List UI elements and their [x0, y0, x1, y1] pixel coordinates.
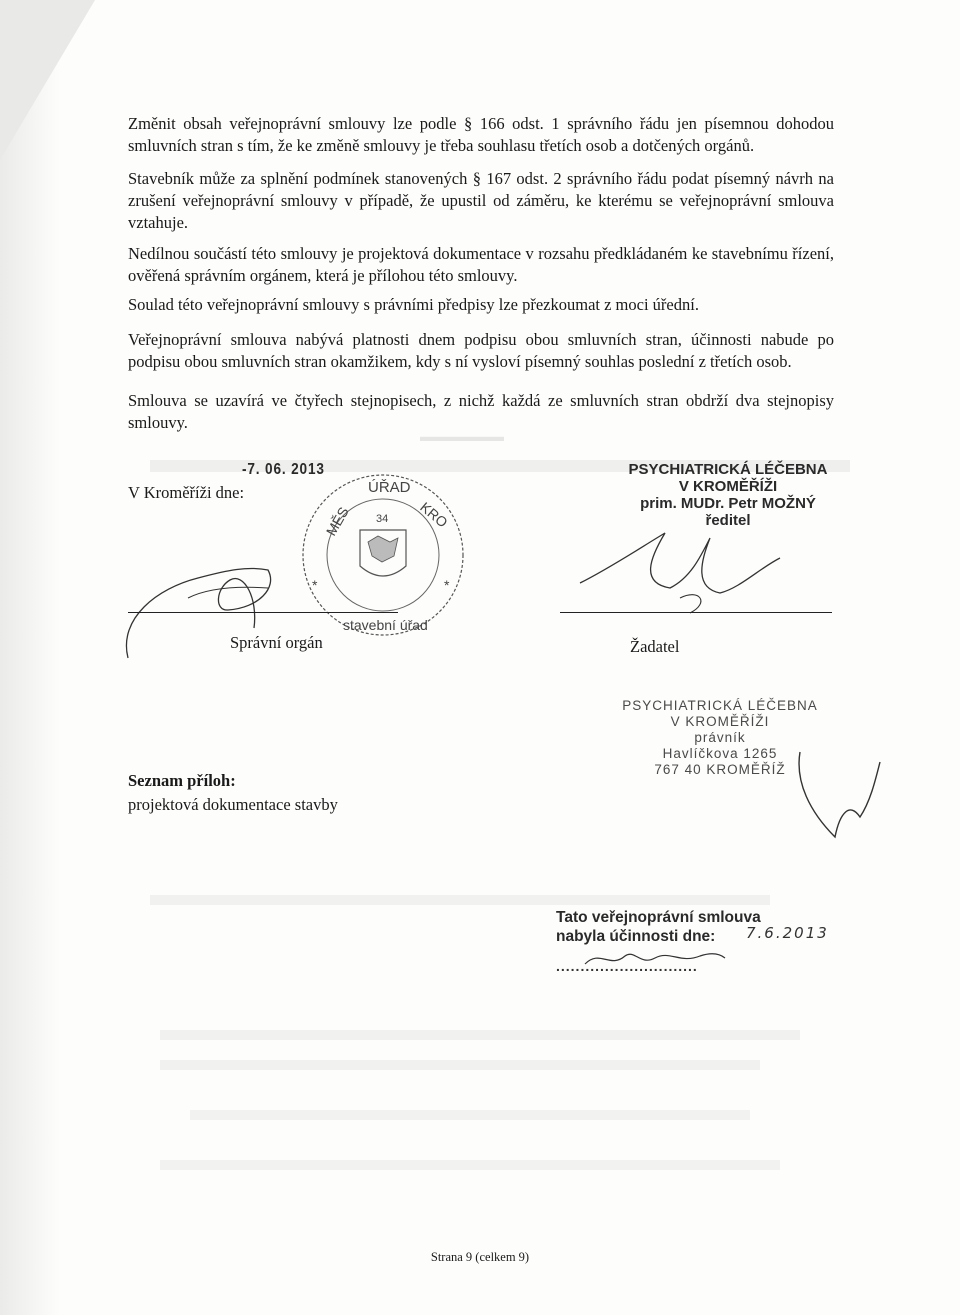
applicant-stamp: [618, 461, 838, 529]
effect-dotted-line: .............................: [556, 958, 698, 974]
date-stamp: -7. 06. 2013: [242, 461, 325, 478]
effect-stamp: [556, 908, 761, 946]
effect-stamp-line2: nabyla účinnosti dne:: [556, 928, 716, 945]
paragraph-documentation: Nedílnou součástí této smlouvy je projektová dokumentace v rozsahu předkládaném ke stavebnímu řízení, ověřená správním orgánem, která je přílohou této smlouvy.: [128, 244, 834, 285]
paragraph-termination: Stavebník může za splnění podmínek stanovených § 167 odst. 2 správního řádu podat písemný návrh na zrušení veřejnoprávní smlouvy v případě, že upustil od záměru, ke kterému se veřejnoprávní smlouva vztahuje.: [128, 169, 834, 232]
signatory-label-right: Žadatel: [630, 637, 680, 656]
scan-shadow: [0, 0, 60, 1315]
applicant-stamp-line2: V KROMĚŘÍŽI: [678, 478, 778, 495]
applicant-stamp-line1: PSYCHIATRICKÁ LÉČEBNA: [628, 461, 828, 478]
svg-text:ÚŘAD: ÚŘAD: [368, 479, 411, 496]
signature-line-left: [128, 612, 398, 613]
paragraph-validity: Veřejnoprávní smlouva nabývá platnosti dnem podpisu obou smluvních stran, účinnosti nabude po podpisu obou smluvních stran okamžikem, kdy s ní vysloví písemný souhlas poslední z třetích osob.: [128, 330, 834, 371]
svg-text:MĚS: MĚS: [322, 504, 352, 539]
svg-text:34: 34: [376, 513, 389, 525]
document-page: ▬▬▬▬▬▬ Změnit obsah veřejnoprávní smlouvy lze podle § 166 odst. 1 správního řádu jen písemnou dohodou smluvních stran s tím, že ke změně smlouvy je třeba souhlasu třetích osob a dotčených orgánů. Stavebník může za splnění podmínek stanovených § 167 odst. 2 správního řádu podat písemný návrh na zrušení veřejnoprávní smlouvy v případě, že upustil od záměru, ke kterému se veřejnoprávní smlouva vztahuje. Nedílnou součástí této smlouvy je projektová dokumentace v rozsahu předkládaném ke stavebnímu řízení, ověřená správním orgánem, která je přílohou této smlouvy. Soulad této veřejnoprávní smlouvy s právními předpisy lze přezkoumat z moci úřední. Veřejnoprávní smlouva nabývá platnosti dnem podpisu obou smluvních stran, účinnosti nabude po podpisu obou smluvních stran okamžikem, kdy s ní vysloví písemný souhlas poslední z třetích osob. Smlouva se uzavírá ve čtyřech stejnopisech, z nichž každá ze smluvních stran obdrží dva stejnopisy smlouvy. -7. 06. 2013 V Kroměříži dne: 34 MĚS ÚŘAD KRO stavební úřad * * PSYCHIATRICKÁ LÉČEBNA V KROMĚŘÍŽI prim. MUDr. Petr MOŽNÝ ředitel Správní orgán Žadatel PSYCHIATRICKÁ LÉČEBNA V KROMĚŘÍŽI právník Havlíčkova 1265 767 40 KROMĚŘÍŽ Seznam příloh: projektová dokumentace stavby Tato veřejnoprávní smlouva nabyla účinnosti dne: 7.6.2013 ............................. Strana 9 (celkem 9): [0, 0, 960, 1315]
legal-stamp-line3: právník: [694, 730, 746, 745]
signature-line-right: [560, 612, 832, 613]
signatory-label-left: Správní orgán: [230, 633, 323, 652]
effect-handwritten-date: 7.6.2013: [746, 924, 829, 942]
paragraph-change-contract: Změnit obsah veřejnoprávní smlouvy lze podle § 166 odst. 1 správního řádu jen písemnou dohodou smluvních stran s tím, že ke změně smlouvy je třeba souhlasu třetích osob a dotčených orgánů.: [128, 114, 834, 155]
applicant-stamp-line3: prim. MUDr. Petr MOŽNÝ: [640, 495, 816, 512]
paragraph-review: Soulad této veřejnoprávní smlouvy s právními předpisy lze přezkoumat z moci úřední.: [128, 295, 699, 314]
office-seal-stamp: [298, 470, 468, 640]
attachments-item: projektová dokumentace stavby: [128, 795, 338, 814]
legal-stamp-line2: V KROMĚŘÍŽI: [670, 714, 770, 729]
page-footer: Strana 9 (celkem 9): [430, 1250, 530, 1264]
folded-corner: [0, 0, 95, 160]
svg-text:*: *: [312, 577, 318, 593]
paragraph-copies: Smlouva se uzavírá ve čtyřech stejnopisech, z nichž každá ze smluvních stran obdrží dva stejnopisy smlouvy.: [128, 391, 834, 432]
svg-text:stavební úřad: stavební úřad: [343, 617, 428, 633]
legal-stamp-line5: 767 40 KROMĚŘÍŽ: [654, 762, 786, 777]
place-date-label: V Kroměříži dne:: [128, 483, 245, 502]
attachments-title: Seznam příloh:: [128, 771, 236, 790]
legal-stamp-line4: Havlíčkova 1265: [662, 746, 778, 761]
svg-text:KRO: KRO: [417, 498, 451, 531]
applicant-stamp-line4: ředitel: [705, 512, 751, 529]
svg-text:*: *: [444, 577, 450, 593]
effect-stamp-line1: Tato veřejnoprávní smlouva: [556, 909, 761, 926]
legal-stamp-line1: PSYCHIATRICKÁ LÉČEBNA: [622, 698, 818, 713]
applicant-signature: [570, 528, 790, 618]
legal-initials: [780, 742, 890, 852]
